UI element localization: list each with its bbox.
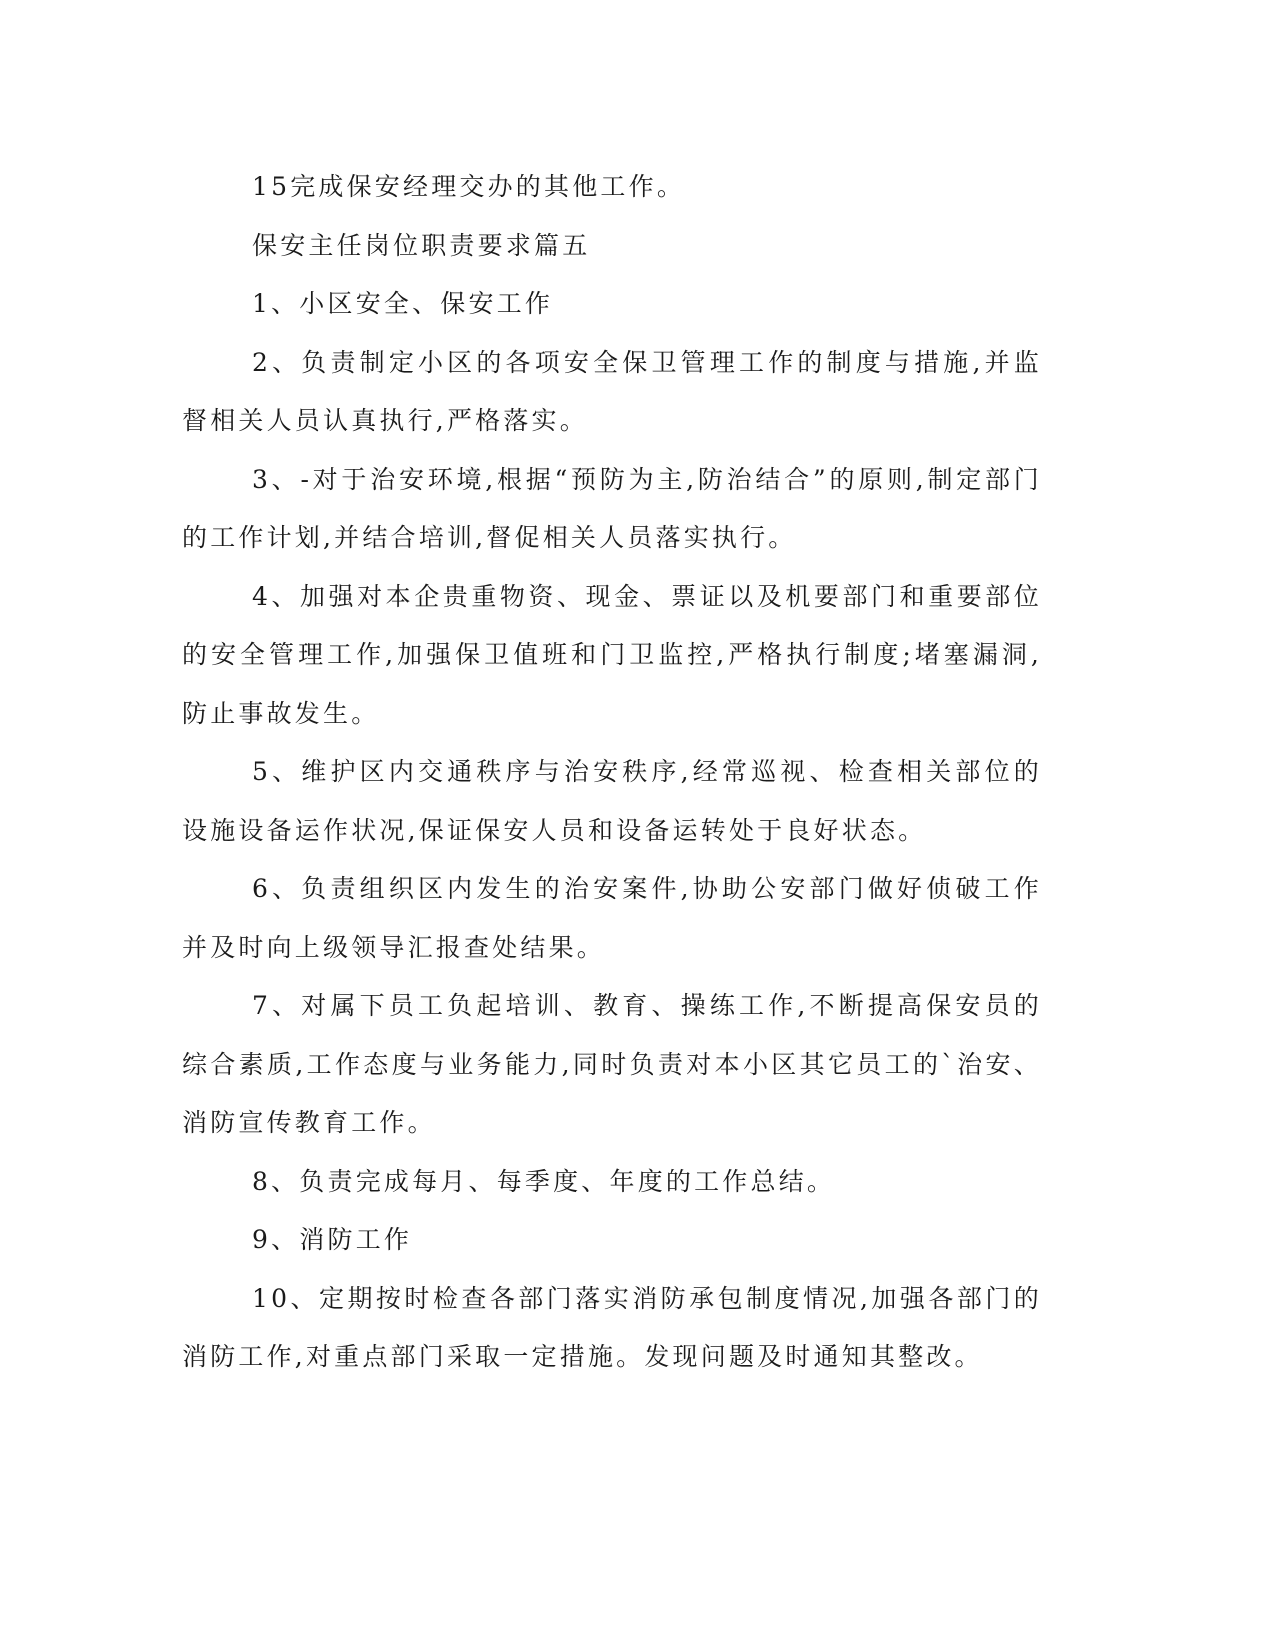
paragraph-item-2: 2、负责制定小区的各项安全保卫管理工作的制度与措施,并监督相关人员认真执行,严格落实。 <box>182 347 1042 435</box>
paragraph-item-1: 1、小区安全、保安工作 <box>252 289 554 318</box>
paragraph-item-8: 8、负责完成每月、每季度、年度的工作总结。 <box>252 1166 836 1196</box>
paragraph-item-4: 4、加强对本企贵重物资、现金、票证以及机要部门和重要部位的安全管理工作,加强保卫值班和门卫监控,严格执行制度;堵塞漏洞,防止事故发生。 <box>182 581 1042 728</box>
paragraph-item-10: 10、定期按时检查各部门落实消防承包制度情况,加强各部门的消防工作,对重点部门采取一定措施。发现问题及时通知其整改。 <box>182 1283 1042 1371</box>
paragraph-item-7: 7、对属下员工负起培训、教育、操练工作,不断提高保安员的综合素质,工作态度与业务能力,同时负责对本小区其它员工的`治安、消防宣传教育工作。 <box>182 991 1042 1137</box>
paragraph-item-3: 3、-对于治安环境,根据“预防为主,防治结合”的原则,制定部门的工作计划,并结合培训,督促相关人员落实执行。 <box>182 464 1042 552</box>
paragraph-item-15: 15完成保安经理交办的其他工作。 <box>252 172 686 201</box>
paragraph-item-9: 9、消防工作 <box>252 1225 413 1254</box>
section-heading: 保安主任岗位职责要求篇五 <box>252 230 591 260</box>
paragraph-item-6: 6、负责组织区内发生的治安案件,协助公安部门做好侦破工作并及时向上级领导汇报查处结果。 <box>182 874 1042 962</box>
paragraph-item-5: 5、维护区内交通秩序与治安秩序,经常巡视、检查相关部位的设施设备运作状况,保证保安人员和设备运转处于良好状态。 <box>182 757 1042 845</box>
document-body <box>182 158 1042 1387</box>
